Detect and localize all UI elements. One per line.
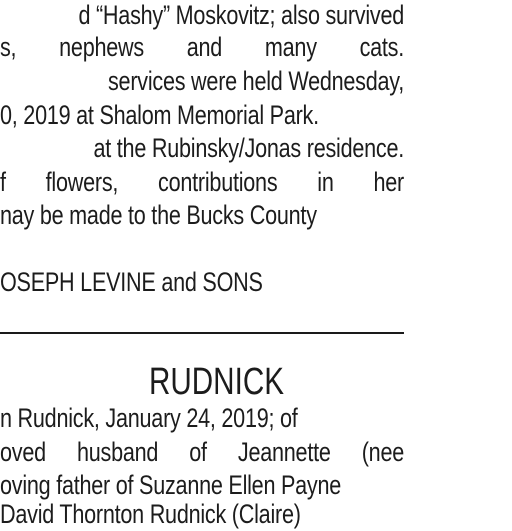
obituary-name-heading: RUDNICK bbox=[148, 361, 284, 403]
obituary-text-line: oving father of Suzanne Ellen Payne bbox=[0, 470, 342, 500]
obituary-text-line: nay be made to the Bucks County bbox=[0, 200, 317, 230]
funeral-home-name: OSEPH LEVINE and SONS bbox=[0, 267, 263, 297]
obituary-text-line: 0, 2019 at Shalom Memorial Park. bbox=[0, 100, 319, 130]
obituary-text-line: David Thornton Rudnick (Claire) bbox=[0, 499, 301, 529]
obituary-text-line: n Rudnick, January 24, 2019; of bbox=[0, 403, 298, 433]
section-divider bbox=[0, 332, 404, 334]
obituary-text-line: f flowers, contributions in her bbox=[0, 167, 404, 197]
obituary-text-line: at the Rubinsky/Jonas residence. bbox=[93, 133, 404, 163]
obituary-text-line: oved husband of Jeannette (nee bbox=[0, 437, 404, 467]
obituary-text-line: s, nephews and many cats. bbox=[0, 32, 404, 62]
obituary-text-line: d “Hashy” Moskovitz; also survived bbox=[78, 0, 404, 30]
obituary-text-line: services were held Wednesday, bbox=[108, 66, 404, 96]
